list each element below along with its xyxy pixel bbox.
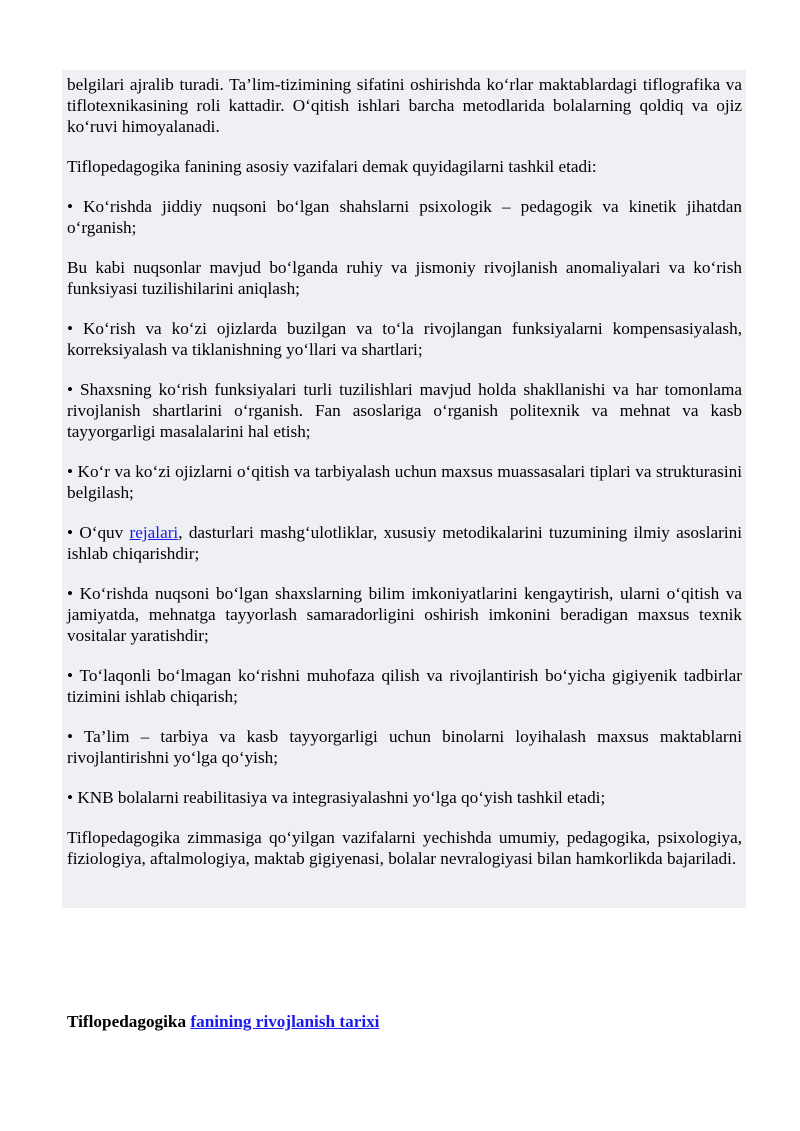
list-item-rehabilitation: • KNB bolalarni reabilitasiya va integrasiyalashni yo‘lga qo‘yish tashkil etadi; <box>67 788 606 807</box>
curricula-link[interactable]: rejalari <box>129 523 179 542</box>
heading-text: Tiflopedagogika <box>67 1012 191 1031</box>
list-item-buildings: • Ta’lim – tarbiya va kasb tayyorgarligi uchun binolarni loyihalash maxsus maktablarni rivojlantirishni yo‘lga qo‘yish; <box>67 727 742 767</box>
paragraph-conclusion: Tiflopedagogika zimmasiga qo‘yilgan vazifalarni yechishda umumiy, pedagogika, psixologiya, fiziologiya, aftalmologiya, maktab gigiyenasi, bolalar nevralogiyasi bilan hamkorlikda bajariladi. <box>67 828 742 868</box>
paragraph-intro-continuation: belgilari ajralib turadi. Ta’lim-tizimining sifatini oshirishda ko‘rlar maktablardagi tiflografika va tiflotexnikasining roli kattadir. O‘qitish ishlari barcha metodlarida bolalarning qoldiq va ojiz ko‘ruvi himoyalanadi. <box>67 75 742 136</box>
curricula-text-start: • O‘quv <box>67 523 130 542</box>
paragraph-anomalies: Bu kabi nuqsonlar mavjud bo‘lganda ruhiy va jismoniy rivojlanish anomaliyalari va ko‘rish funksiyasi tuzilishilarini aniqlash; <box>67 258 742 298</box>
list-item-technical-means: • Ko‘rishda nuqsoni bo‘lgan shaxslarning bilim imkoniyatlarini kengaytirish, ularni o‘qitish va jamiyatda, mehnatga tayyorlash samaradorligini oshirish imkonini beradigan maxsus texnik vositalar yaratishdir; <box>67 584 742 645</box>
list-item-development: • Shaxsning ko‘rish funksiyalari turli tuzilishlari mavjud holda shakllanishi va har tomonlama rivojlanish shartlarini o‘rganish. Fan asoslariga o‘rganish politexnik va mehnat va kasb tayyorgarligi masalalarini hal etish; <box>67 380 742 441</box>
list-item-curricula <box>67 522 742 564</box>
list-item-hygiene: • To‘laqonli bo‘lmagan ko‘rishni muhofaza qilish va rivojlantirish bo‘yicha gigiyenik tadbirlar tizimini ishlab chiqarish; <box>67 666 742 706</box>
list-item-institutions: • Ko‘r va ko‘zi ojizlarni o‘qitish va tarbiyalash uchun maxsus muassasalari tiplari va strukturasini belgilash; <box>67 462 742 502</box>
section-heading <box>67 1011 379 1032</box>
list-item-compensation: • Ko‘rish va ko‘zi ojizlarda buzilgan va to‘la rivojlangan funksiyalarni kompensasiyalash, korreksiyalash va tiklanishning yo‘llari va shartlari; <box>67 319 742 359</box>
paragraph-tasks-intro: Tiflopedagogika fanining asosiy vazifalari demak quyidagilarni tashkil etadi: <box>67 157 597 176</box>
curricula-text-end: , dasturlari mashg‘ulotliklar, xususiy metodikalarini tuzumining ilmiy asoslarini ishlab chiqarishdir; <box>67 523 742 563</box>
heading-link[interactable]: fanining rivojlanish tarixi <box>190 1012 380 1031</box>
body-text <box>67 74 742 888</box>
list-item-study: • Ko‘rishda jiddiy nuqsoni bo‘lgan shahslarni psixologik – pedagogik va kinetik jihatdan o‘rganish; <box>67 197 742 237</box>
